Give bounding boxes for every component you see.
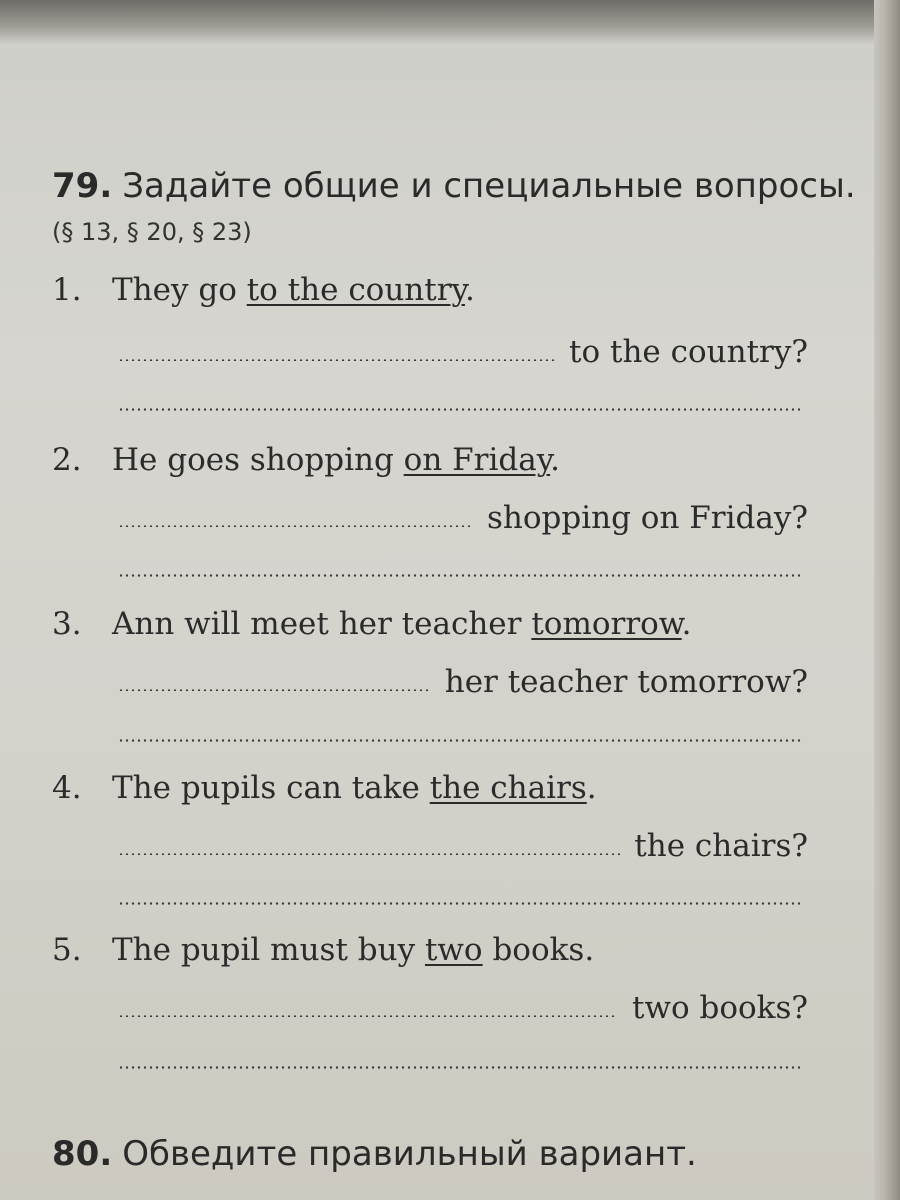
item-5-answer-tail: two books? — [632, 990, 808, 1026]
item-4-sentence: The pupils can take the chairs. — [112, 770, 597, 806]
item-1-special-question-line[interactable] — [118, 328, 808, 368]
item-5-sentence: The pupil must buy two books. — [112, 932, 595, 968]
item-1-underlined: to the country — [246, 272, 465, 308]
item-4-general-question-line[interactable] — [118, 902, 802, 905]
item-2-answer-tail: shopping on Friday? — [487, 500, 808, 536]
item-1-answer-blank[interactable] — [118, 359, 555, 361]
item-3-answer-tail: her teacher tomorrow? — [444, 664, 808, 700]
item-5-underlined: two — [424, 932, 483, 968]
item-3-sentence: Ann will meet her teacher tomorrow. — [112, 606, 692, 642]
item-4-number: 4. — [52, 770, 82, 806]
item-2-special-question-line[interactable] — [118, 494, 808, 534]
item-2-answer-blank[interactable] — [118, 525, 473, 527]
item-5-number: 5. — [52, 932, 82, 968]
exercise-80-heading — [52, 1134, 697, 1174]
item-1-general-question-line[interactable] — [118, 408, 802, 411]
item-4-answer-blank[interactable] — [118, 853, 620, 855]
item-1-answer-tail: to the country? — [569, 334, 808, 370]
item-3-answer-blank[interactable] — [118, 689, 431, 691]
item-4-underlined: the chairs — [429, 770, 587, 806]
item-5-answer-blank[interactable] — [118, 1015, 618, 1017]
exercise-79-title: Задайте общие и специальные вопросы. — [122, 166, 856, 206]
item-3-number: 3. — [52, 606, 82, 642]
item-1-number: 1. — [52, 272, 82, 308]
item-5-special-question-line[interactable] — [118, 984, 808, 1024]
exercise-80-number: 80. — [52, 1134, 113, 1174]
item-4-special-question-line[interactable] — [118, 822, 808, 862]
item-3-underlined: tomorrow — [531, 606, 682, 642]
exercise-79-heading — [52, 166, 856, 206]
item-2-underlined: on Friday — [403, 442, 551, 478]
item-2-general-question-line[interactable] — [118, 574, 802, 577]
item-3-special-question-line[interactable] — [118, 658, 808, 698]
item-4-answer-tail: the chairs? — [634, 828, 808, 864]
exercise-80-title: Обведите правильный вариант. — [122, 1134, 697, 1174]
exercise-79-number: 79. — [52, 166, 113, 206]
item-3-general-question-line[interactable] — [118, 739, 802, 742]
item-1-sentence: They go to the country. — [112, 272, 475, 308]
item-2-sentence: He goes shopping on Friday. — [112, 442, 560, 478]
item-5-general-question-line[interactable] — [118, 1066, 802, 1069]
exercise-79-references: (§ 13, § 20, § 23) — [52, 218, 252, 246]
item-2-number: 2. — [52, 442, 82, 478]
